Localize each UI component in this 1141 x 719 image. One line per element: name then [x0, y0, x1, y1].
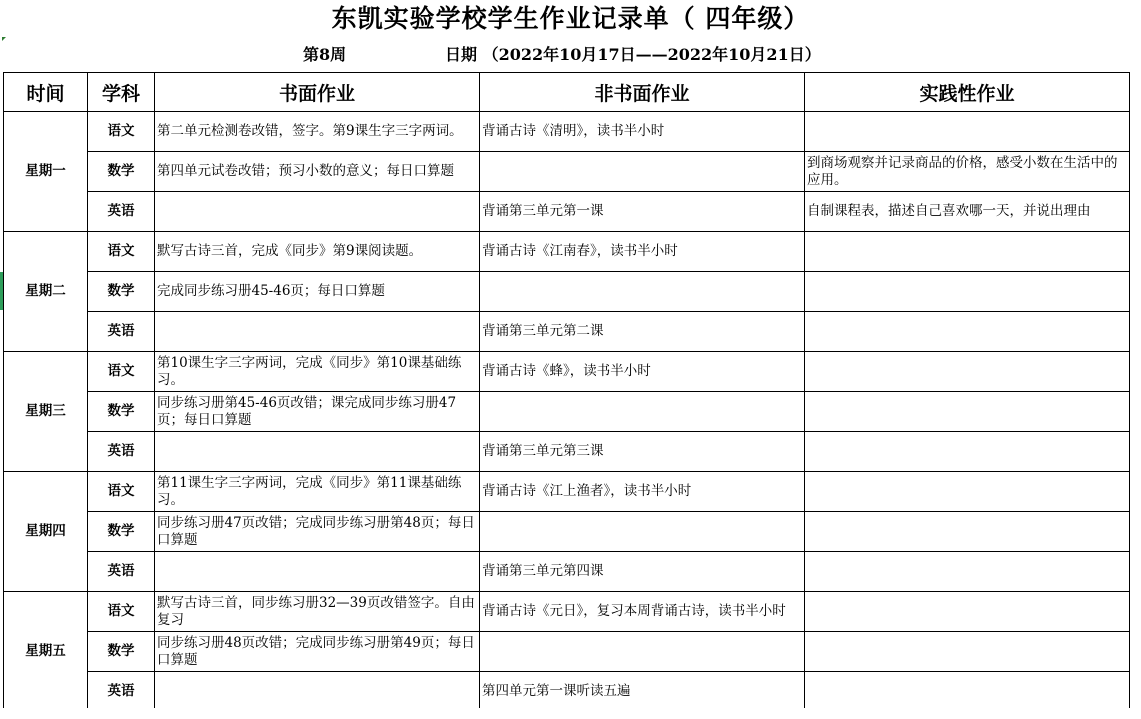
practice-homework-cell[interactable]	[805, 632, 1130, 672]
practice-homework-cell[interactable]	[805, 592, 1130, 632]
subject-cell[interactable]: 语文	[88, 472, 155, 512]
day-cell[interactable]: 星期三	[4, 352, 88, 472]
day-cell[interactable]: 星期四	[4, 472, 88, 592]
table-row	[4, 432, 1130, 472]
non-written-homework-cell[interactable]	[480, 632, 805, 672]
practice-homework-cell[interactable]	[805, 472, 1130, 512]
non-written-homework-cell[interactable]: 背诵古诗《清明》，读书半小时	[480, 112, 805, 152]
practice-homework-cell[interactable]	[805, 672, 1130, 712]
table-row	[4, 592, 1130, 632]
non-written-homework-cell[interactable]: 背诵第三单元第二课	[480, 312, 805, 352]
table-row	[4, 112, 1130, 152]
written-homework-cell[interactable]	[155, 192, 480, 232]
table-row	[4, 232, 1130, 272]
practice-homework-cell[interactable]	[805, 232, 1130, 272]
subject-cell[interactable]: 英语	[88, 192, 155, 232]
written-homework-cell[interactable]: 同步练习册第45-46页改错；课完成同步练习册47页；每日口算题	[155, 392, 480, 432]
practice-homework-cell[interactable]	[805, 552, 1130, 592]
non-written-homework-cell[interactable]: 背诵第三单元第四课	[480, 552, 805, 592]
sheet-subtitle	[0, 38, 1141, 72]
practice-homework-cell[interactable]	[805, 272, 1130, 312]
table-row	[4, 552, 1130, 592]
non-written-homework-cell[interactable]: 背诵古诗《元日》，复习本周背诵古诗，读书半小时	[480, 592, 805, 632]
header-non-written[interactable]: 非书面作业	[480, 73, 805, 112]
non-written-homework-cell[interactable]: 背诵古诗《江南春》，读书半小时	[480, 232, 805, 272]
week-label: 第8周	[303, 45, 347, 64]
non-written-homework-cell[interactable]: 背诵第三单元第三课	[480, 432, 805, 472]
table-row	[4, 192, 1130, 232]
non-written-homework-cell[interactable]	[480, 152, 805, 192]
header-written[interactable]: 书面作业	[155, 73, 480, 112]
sheet-title: 东凯实验学校学生作业记录单（ 四年级）	[331, 4, 810, 33]
non-written-homework-cell[interactable]	[480, 392, 805, 432]
non-written-homework-cell[interactable]: 背诵古诗《江上渔者》，读书半小时	[480, 472, 805, 512]
subject-cell[interactable]: 语文	[88, 112, 155, 152]
non-written-homework-cell[interactable]: 背诵古诗《蜂》，读书半小时	[480, 352, 805, 392]
written-homework-cell[interactable]: 第二单元检测卷改错，签字。第9课生字三字两词。	[155, 112, 480, 152]
table-row	[4, 312, 1130, 352]
practice-homework-cell[interactable]: 到商场观察并记录商品的价格，感受小数在生活中的应用。	[805, 152, 1130, 192]
subject-cell[interactable]: 数学	[88, 632, 155, 672]
day-cell[interactable]: 星期二	[4, 232, 88, 352]
written-homework-cell[interactable]: 第10课生字三字两词，完成《同步》第10课基础练习。	[155, 352, 480, 392]
header-row	[4, 73, 1130, 112]
table-body	[4, 112, 1130, 712]
written-homework-cell[interactable]: 默写古诗三首，同步练习册32—39页改错签字。自由复习	[155, 592, 480, 632]
table-row	[4, 632, 1130, 672]
header-time[interactable]: 时间	[4, 73, 88, 112]
written-homework-cell[interactable]: 第四单元试卷改错；预习小数的意义；每日口算题	[155, 152, 480, 192]
practice-homework-cell[interactable]	[805, 512, 1130, 552]
header-practice[interactable]: 实践性作业	[805, 73, 1130, 112]
practice-homework-cell[interactable]	[805, 352, 1130, 392]
written-homework-cell[interactable]	[155, 312, 480, 352]
subject-cell[interactable]: 数学	[88, 392, 155, 432]
non-written-homework-cell[interactable]	[480, 272, 805, 312]
homework-table	[3, 72, 1130, 712]
table-row	[4, 672, 1130, 712]
subject-cell[interactable]: 语文	[88, 232, 155, 272]
subject-cell[interactable]: 英语	[88, 552, 155, 592]
written-homework-cell[interactable]: 完成同步练习册45-46页；每日口算题	[155, 272, 480, 312]
written-homework-cell[interactable]	[155, 552, 480, 592]
non-written-homework-cell[interactable]: 第四单元第一课听读五遍	[480, 672, 805, 712]
written-homework-cell[interactable]	[155, 432, 480, 472]
subject-cell[interactable]: 语文	[88, 352, 155, 392]
practice-homework-cell[interactable]: 自制课程表，描述自己喜欢哪一天，并说出理由	[805, 192, 1130, 232]
table-row	[4, 152, 1130, 192]
written-homework-cell[interactable]: 同步练习册48页改错；完成同步练习册第49页；每日口算题	[155, 632, 480, 672]
written-homework-cell[interactable]: 第11课生字三字两词，完成《同步》第11课基础练习。	[155, 472, 480, 512]
practice-homework-cell[interactable]	[805, 392, 1130, 432]
table-row	[4, 392, 1130, 432]
non-written-homework-cell[interactable]: 背诵第三单元第一课	[480, 192, 805, 232]
header-subject[interactable]: 学科	[88, 73, 155, 112]
day-cell[interactable]: 星期五	[4, 592, 88, 712]
practice-homework-cell[interactable]	[805, 312, 1130, 352]
subject-cell[interactable]: 数学	[88, 272, 155, 312]
subject-cell[interactable]: 语文	[88, 592, 155, 632]
table-row	[4, 512, 1130, 552]
table-row	[4, 352, 1130, 392]
table-row	[4, 272, 1130, 312]
written-homework-cell[interactable]: 同步练习册47页改错；完成同步练习册第48页；每日口算题	[155, 512, 480, 552]
table-row	[4, 472, 1130, 512]
non-written-homework-cell[interactable]	[480, 512, 805, 552]
date-range-label: 日期 （2022年10月17日——2022年10月21日）	[445, 45, 821, 64]
subject-cell[interactable]: 英语	[88, 672, 155, 712]
practice-homework-cell[interactable]	[805, 432, 1130, 472]
subject-cell[interactable]: 数学	[88, 512, 155, 552]
day-cell[interactable]: 星期一	[4, 112, 88, 232]
subject-cell[interactable]: 英语	[88, 312, 155, 352]
written-homework-cell[interactable]: 默写古诗三首，完成《同步》第9课阅读题。	[155, 232, 480, 272]
practice-homework-cell[interactable]	[805, 112, 1130, 152]
written-homework-cell[interactable]	[155, 672, 480, 712]
subject-cell[interactable]: 英语	[88, 432, 155, 472]
subject-cell[interactable]: 数学	[88, 152, 155, 192]
sheet-bottom	[0, 708, 1141, 719]
